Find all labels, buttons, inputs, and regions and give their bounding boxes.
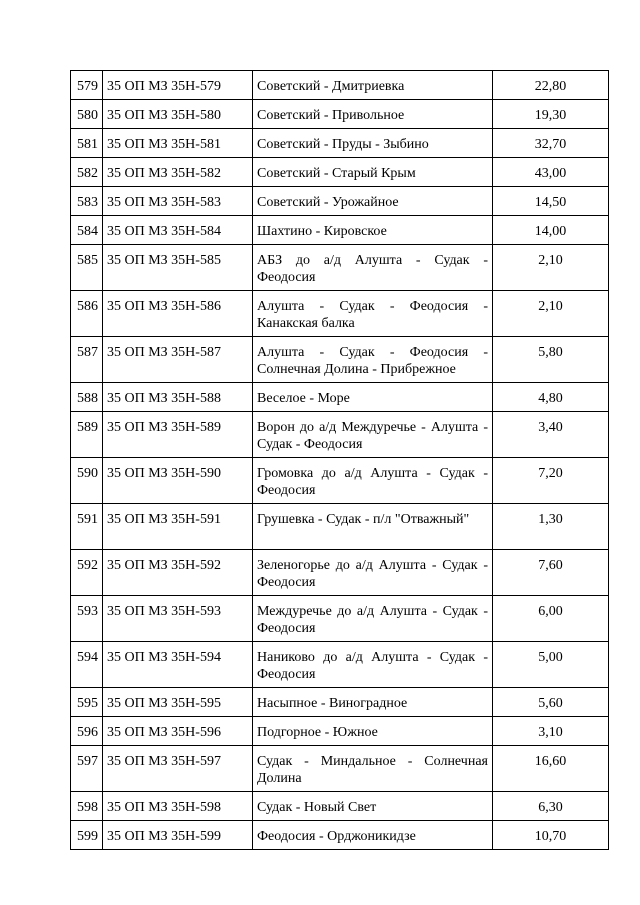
row-number: 595 bbox=[71, 688, 103, 717]
road-length: 5,60 bbox=[493, 688, 609, 717]
table-row bbox=[71, 412, 609, 458]
row-number: 587 bbox=[71, 337, 103, 383]
road-code: 35 ОП МЗ 35Н-594 bbox=[103, 642, 253, 688]
road-length: 3,10 bbox=[493, 717, 609, 746]
row-number: 598 bbox=[71, 792, 103, 821]
road-length: 1,30 bbox=[493, 504, 609, 550]
row-number: 599 bbox=[71, 821, 103, 850]
road-code: 35 ОП МЗ 35Н-591 bbox=[103, 504, 253, 550]
table-row bbox=[71, 746, 609, 792]
road-length: 19,30 bbox=[493, 100, 609, 129]
table-row bbox=[71, 383, 609, 412]
table-row bbox=[71, 596, 609, 642]
road-length: 22,80 bbox=[493, 71, 609, 100]
road-code: 35 ОП МЗ 35Н-595 bbox=[103, 688, 253, 717]
road-code: 35 ОП МЗ 35Н-582 bbox=[103, 158, 253, 187]
table-row bbox=[71, 688, 609, 717]
road-length: 5,80 bbox=[493, 337, 609, 383]
road-name: Веселое - Море bbox=[253, 383, 493, 412]
road-name: Советский - Привольное bbox=[253, 100, 493, 129]
table-row bbox=[71, 792, 609, 821]
road-name: Грушевка - Судак - п/л "Отважный" bbox=[253, 504, 493, 550]
row-number: 581 bbox=[71, 129, 103, 158]
table-row bbox=[71, 187, 609, 216]
road-name: Судак - Новый Свет bbox=[253, 792, 493, 821]
table-row bbox=[71, 504, 609, 550]
table-row bbox=[71, 245, 609, 291]
road-code: 35 ОП МЗ 35Н-580 bbox=[103, 100, 253, 129]
roads-table bbox=[70, 70, 609, 850]
road-length: 6,00 bbox=[493, 596, 609, 642]
road-code: 35 ОП МЗ 35Н-588 bbox=[103, 383, 253, 412]
road-name: Алушта - Судак - Феодосия - Солнечная Долина - Прибрежное bbox=[253, 337, 493, 383]
row-number: 589 bbox=[71, 412, 103, 458]
row-number: 592 bbox=[71, 550, 103, 596]
row-number: 586 bbox=[71, 291, 103, 337]
road-length: 43,00 bbox=[493, 158, 609, 187]
road-length: 10,70 bbox=[493, 821, 609, 850]
row-number: 583 bbox=[71, 187, 103, 216]
road-code: 35 ОП МЗ 35Н-587 bbox=[103, 337, 253, 383]
road-length: 16,60 bbox=[493, 746, 609, 792]
road-name: Зеленогорье до а/д Алушта - Судак - Феодосия bbox=[253, 550, 493, 596]
road-name: Насыпное - Виноградное bbox=[253, 688, 493, 717]
road-length: 2,10 bbox=[493, 291, 609, 337]
table-row bbox=[71, 100, 609, 129]
table-row bbox=[71, 550, 609, 596]
row-number: 579 bbox=[71, 71, 103, 100]
table-row bbox=[71, 71, 609, 100]
road-length: 32,70 bbox=[493, 129, 609, 158]
row-number: 596 bbox=[71, 717, 103, 746]
roads-table-body bbox=[71, 71, 609, 850]
road-code: 35 ОП МЗ 35Н-593 bbox=[103, 596, 253, 642]
road-code: 35 ОП МЗ 35Н-597 bbox=[103, 746, 253, 792]
road-code: 35 ОП МЗ 35Н-581 bbox=[103, 129, 253, 158]
road-name: Наниково до а/д Алушта - Судак - Феодосия bbox=[253, 642, 493, 688]
road-name: Шахтино - Кировское bbox=[253, 216, 493, 245]
road-code: 35 ОП МЗ 35Н-579 bbox=[103, 71, 253, 100]
road-name: Советский - Пруды - Зыбино bbox=[253, 129, 493, 158]
road-name: Советский - Старый Крым bbox=[253, 158, 493, 187]
road-name: Подгорное - Южное bbox=[253, 717, 493, 746]
road-name: АБЗ до а/д Алушта - Судак - Феодосия bbox=[253, 245, 493, 291]
road-length: 14,50 bbox=[493, 187, 609, 216]
road-name: Алушта - Судак - Феодосия - Канакская балка bbox=[253, 291, 493, 337]
table-row bbox=[71, 821, 609, 850]
row-number: 588 bbox=[71, 383, 103, 412]
table-row bbox=[71, 216, 609, 245]
table-row bbox=[71, 129, 609, 158]
table-row bbox=[71, 291, 609, 337]
road-code: 35 ОП МЗ 35Н-599 bbox=[103, 821, 253, 850]
road-code: 35 ОП МЗ 35Н-586 bbox=[103, 291, 253, 337]
road-length: 3,40 bbox=[493, 412, 609, 458]
row-number: 593 bbox=[71, 596, 103, 642]
road-code: 35 ОП МЗ 35Н-592 bbox=[103, 550, 253, 596]
row-number: 582 bbox=[71, 158, 103, 187]
row-number: 590 bbox=[71, 458, 103, 504]
road-length: 7,20 bbox=[493, 458, 609, 504]
row-number: 594 bbox=[71, 642, 103, 688]
road-name: Советский - Дмитриевка bbox=[253, 71, 493, 100]
road-length: 2,10 bbox=[493, 245, 609, 291]
road-code: 35 ОП МЗ 35Н-590 bbox=[103, 458, 253, 504]
road-length: 7,60 bbox=[493, 550, 609, 596]
road-name: Громовка до а/д Алушта - Судак - Феодосия bbox=[253, 458, 493, 504]
road-code: 35 ОП МЗ 35Н-583 bbox=[103, 187, 253, 216]
table-row bbox=[71, 717, 609, 746]
road-length: 4,80 bbox=[493, 383, 609, 412]
table-row bbox=[71, 642, 609, 688]
table-row bbox=[71, 158, 609, 187]
row-number: 597 bbox=[71, 746, 103, 792]
road-code: 35 ОП МЗ 35Н-584 bbox=[103, 216, 253, 245]
road-length: 6,30 bbox=[493, 792, 609, 821]
road-name: Судак - Миндальное - Солнечная Долина bbox=[253, 746, 493, 792]
road-name: Ворон до а/д Междуречье - Алушта - Судак - Феодосия bbox=[253, 412, 493, 458]
road-code: 35 ОП МЗ 35Н-596 bbox=[103, 717, 253, 746]
row-number: 584 bbox=[71, 216, 103, 245]
road-name: Феодосия - Орджоникидзе bbox=[253, 821, 493, 850]
road-length: 5,00 bbox=[493, 642, 609, 688]
row-number: 580 bbox=[71, 100, 103, 129]
table-row bbox=[71, 337, 609, 383]
road-name: Междуречье до а/д Алушта - Судак - Феодосия bbox=[253, 596, 493, 642]
road-code: 35 ОП МЗ 35Н-585 bbox=[103, 245, 253, 291]
table-row bbox=[71, 458, 609, 504]
road-code: 35 ОП МЗ 35Н-598 bbox=[103, 792, 253, 821]
road-length: 14,00 bbox=[493, 216, 609, 245]
road-name: Советский - Урожайное bbox=[253, 187, 493, 216]
row-number: 591 bbox=[71, 504, 103, 550]
row-number: 585 bbox=[71, 245, 103, 291]
road-code: 35 ОП МЗ 35Н-589 bbox=[103, 412, 253, 458]
